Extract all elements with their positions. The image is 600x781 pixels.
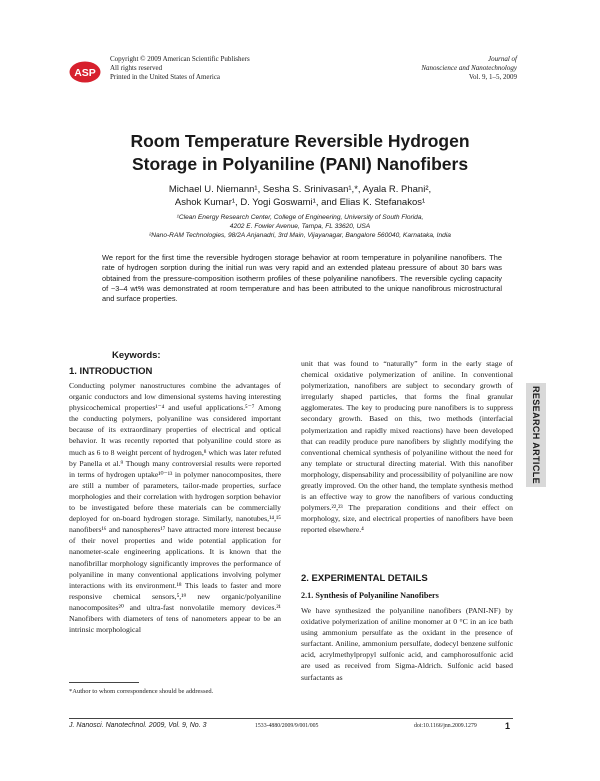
footer-journal: J. Nanosci. Nanotechnol. 2009, Vol. 9, No. 3 xyxy=(69,722,207,729)
author-list xyxy=(60,183,540,209)
title-line-1: Room Temperature Reversible Hydrogen xyxy=(130,131,470,151)
copyright-notice xyxy=(110,55,250,82)
section-1-heading: 1. INTRODUCTION xyxy=(69,366,153,377)
abstract: We report for the first time the reversible hydrogen storage behavior at room temperature in polyaniline nanofibers. The rate of hydrogen sorption during the initial run was very rapid and an extended plateau pressure of about 30 bars was obtained from the pressure-composition isotherm profiles of these polyaniline nanofibers. The reversible cycling capacity of ~3–4 wt% was demonstrated at room temperature and has been attributed to the unique nanofibrous microstructural and surface properties. xyxy=(102,253,502,304)
affiliation-1a: ¹Clean Energy Research Center, College of Engineering, University of South Florida, xyxy=(176,214,424,221)
footnote: *Author to whom correspondence should be addressed. xyxy=(69,688,214,695)
section-2-heading: 2. EXPERIMENTAL DETAILS xyxy=(301,573,428,584)
copyright-line: Copyright © 2009 American Scientific Publishers xyxy=(110,55,250,63)
paper-title xyxy=(60,130,540,176)
section-2-1-heading: 2.1. Synthesis of Polyaniline Nanofibers xyxy=(301,591,439,600)
journal-info xyxy=(421,55,517,82)
footer-rule xyxy=(69,718,513,719)
section-1-body: Conducting polymer nanostructures combine the advantages of organic conductors and low dimensional systems having interesting physicochemical properties¹⁻⁴ and useful applications.⁵⁻⁷ Among the conducting polymers, polyaniline was considered important because of its extraordinary properties of electrical and optical behavior. It was recently reported that polyaniline could store as much as 6 to 8 weight percent of hydrogen,⁸ which was later refuted by Panella et al.⁹ Though many controversial results were reported in terms of hydrogen uptake¹⁰⁻¹³ in polymer nanocomposites, there are still a number of parameters, tailor-made properties, surface morphologies and their correlation with hydrogen sorption behavior to be investigated before these materials can be commercially deployed for on-board hydrogen storage. Similarly, nanotubes,¹⁴,¹⁵ nanofibers¹⁶ and nanospheres¹⁷ have attracted more interest because of their novel properties and wide potential application for nanometer-scale engineering applications. It is known that the nanofibrillar morphology significantly improves the performance of polyaniline in many conventional applications involving polymer interactions with its environment.¹⁸ This leads to faster and more responsive chemical sensors,⁵,¹⁹ new organic/polyaniline nanocomposites²⁰ and ultra-fast nonvolatile memory devices.²¹ Nanofibers with diameters of tens of nanometers appear to be an intrinsic morphological xyxy=(69,381,281,635)
journal-name-1: Journal of xyxy=(488,55,517,63)
authors-line-2: Ashok Kumar¹, D. Yogi Goswami¹, and Elias K. Stefanakos¹ xyxy=(174,197,426,208)
footer-doi: doi:10.1166/jnn.2009.1279 xyxy=(414,723,477,729)
section-2-1-body: We have synthesized the polyaniline nanofibers (PANI-NF) by oxidative polymerization of aniline monomer at 0 °C in an ice bath using ammonium persulfate as the oxidant in the presence of surfactant. Aniline, ammonium persulfate, dodecyl benzene sulfonic acid, acrylmethylpropyl sulfonic acid, and camphorosulfonic acid are used as received from Sigma-Aldrich. Sulfonic acid based surfactants as xyxy=(301,606,513,682)
research-article-label: RESEARCH ARTICLE xyxy=(531,385,541,485)
asp-logo xyxy=(69,61,101,83)
affiliations xyxy=(60,213,540,240)
footer-issn: 1533-4880/2009/9/001/005 xyxy=(255,723,319,729)
logo-text: ASP xyxy=(74,67,96,79)
footnote-rule xyxy=(69,682,139,683)
affiliation-2: ²Nano-RAM Technologies, 98/2A Anjanadri, 3rd Main, Vijayanagar, Bangalore 560040, Karnataka, India xyxy=(149,232,451,239)
authors-line-1: Michael U. Niemann¹, Sesha S. Srinivasan¹,*, Ayala R. Phani², xyxy=(168,184,432,195)
section-1-body-continued: unit that was found to “naturally” form in the early stage of chemical oxidative polymerization of aniline. In conventional polymerization, nanofibers are subject to secondary growth of irregularly shaped particles, that forms the final granular agglomerates. The key to producing pure nanofibers is to suppress secondary growth. Based on this, two methods (interfacial polymerization and rapidly mixed reactions) have been developed that can readily produce pure nanofibers by slightly modifying the conventional chemical synthesis of polyaniline without the need for any template or structural directing material. With this nanofiber morphology, dispensability and processibility of polyaniline are now greatly improved. On the other hand, the template synthesis method is an effective way to grow the nanofibers of various conducting polymers.²²,²³ The preparation conditions and their effect on morphology, size, and electrical properties of nanofibers have been reported elsewhere.⁴ xyxy=(301,359,513,535)
affiliation-1b: 4202 E. Fowler Avenue, Tampa, FL 33620, USA xyxy=(229,223,371,230)
research-article-tab xyxy=(526,383,546,487)
title-line-2: Storage in Polyaniline (PANI) Nanofibers xyxy=(131,154,469,174)
keywords-label: Keywords: xyxy=(112,350,161,361)
page-number: 1 xyxy=(505,721,511,731)
journal-volume: Vol. 9, 1–5, 2009 xyxy=(468,73,517,81)
rights-line: All rights reserved xyxy=(110,64,163,72)
printed-line: Printed in the United States of America xyxy=(110,73,221,81)
journal-name-2: Nanoscience and Nanotechnology xyxy=(421,64,517,72)
